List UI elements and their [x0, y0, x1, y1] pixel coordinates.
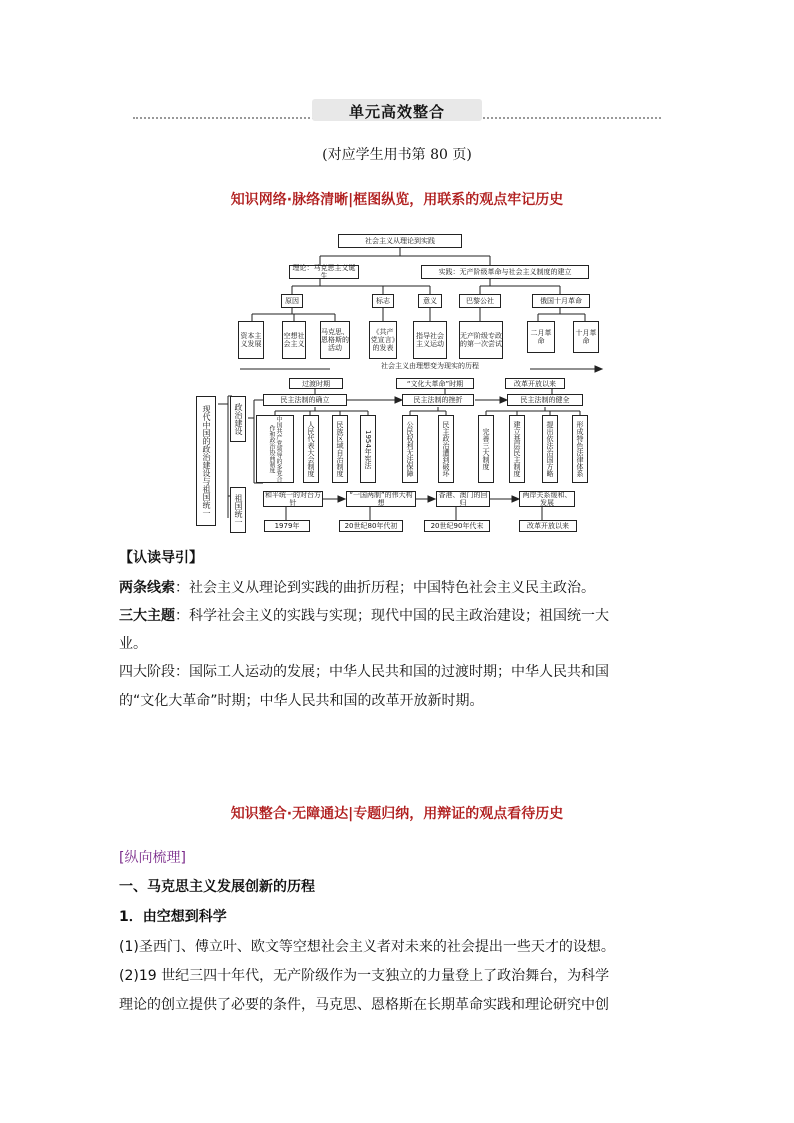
guide-line-1-label: 两条线索	[119, 580, 175, 596]
diagram-establish-2: 人民代表大会制度	[303, 415, 319, 483]
guide-line-2-cont: 业。	[119, 636, 147, 652]
diagram-reunify-1: 和平统一的对台方针	[265, 491, 321, 507]
diagram-october-1: 二月革命	[527, 321, 555, 353]
guide-line-1-text: ：社会主义从理论到实践的曲折历程；中国特色社会主义民主政治。	[175, 580, 595, 596]
diagram-stage-improve: 民主法制的健全	[507, 394, 583, 406]
vertical-paragraph-1: (1)圣西门、傅立叶、欧文等空想社会主义者对未来的社会提出一些天才的设想。	[119, 939, 615, 955]
diagram-setback-1: 公民权利无法保障	[402, 415, 418, 483]
guide-line-3-cont: 的“文化大革命”时期；中华人民共和国的改革开放新时期。	[119, 693, 484, 709]
diagram-cause-2: 空想社会主义	[282, 321, 306, 359]
diagram-period-2: “文化大革命”时期	[396, 378, 474, 389]
guide-line-3-text: ：国际工人运动的发展；中华人民共和国的过渡时期；中华人民共和国	[175, 664, 609, 680]
diagram-paris-item: 无产阶级专政的第一次尝试	[459, 321, 503, 359]
diagram-meaning-item: 指导社会主义运动	[413, 321, 447, 359]
diagram-sign-item: 《共产党宣言》的发表	[369, 321, 397, 359]
guide-line-1	[119, 573, 679, 603]
guide-title: 【认读导引】	[119, 550, 203, 566]
guide-line-2-text: ：科学社会主义的实践与实现；现代中国的民主政治建设；祖国统一大	[175, 608, 609, 624]
diagram-improve-3: 提出依法治国方略	[542, 415, 558, 483]
vertical-paragraph-2a: (2)19 世纪三四十年代，无产阶级作为一支独立的力量登上了政治舞台，为科学	[119, 968, 610, 984]
diagram-october-2: 十月革命	[573, 321, 599, 353]
diagram-cause-1: 资本主义发展	[238, 321, 264, 359]
diagram-meaning: 意义	[418, 294, 442, 308]
page-reference: (对应学生用书第 80 页)	[322, 147, 472, 163]
diagram-october: 俄国十月革命	[532, 294, 590, 308]
diagram-cause: 原因	[281, 294, 303, 308]
diagram-timeline-caption: 社会主义由理想变为现实的历程	[330, 361, 530, 371]
diagram-reunify-4: 两岸关系缓和、发展	[519, 491, 575, 507]
diagram-establish-3: 民族区域自治制度	[332, 415, 348, 483]
diagram-root: 社会主义从理论到实践	[338, 234, 462, 248]
guide-line-3-label: 四大阶段	[119, 664, 175, 680]
diagram-stage-establish: 民主法制的确立	[263, 394, 347, 406]
diagram-theory: 理论：马克思主义诞生	[289, 265, 359, 279]
diagram-year-2: 20世纪80年代初	[339, 520, 403, 532]
diagram-establish-1: 中国共产党领导的多党合作和政治协商制度	[256, 415, 294, 483]
banner-line-left	[133, 117, 318, 119]
vertical-tag: [纵向梳理]	[119, 850, 186, 866]
section-title-integration: 知识整合·无障通达|专题归纳，用辩证的观点看待历史	[230, 806, 564, 822]
vertical-paragraph-2b: 理论的创立提供了必要的条件，马克思、恩格斯在长期革命实践和理论研究中创	[119, 997, 609, 1013]
diagram-reunify: 祖国统一	[230, 487, 246, 533]
diagram-establish-4: 1954年宪法	[360, 415, 376, 483]
diagram-sign: 标志	[372, 294, 394, 308]
guide-line-2	[119, 601, 679, 631]
diagram-year-1: 1979年	[264, 520, 310, 532]
diagram-reunify-3: 香港、澳门的回归	[436, 491, 490, 507]
diagram-paris: 巴黎公社	[459, 294, 501, 308]
section-title-network: 知识网络·脉络清晰|框图纵览，用联系的观点牢记历史	[230, 192, 564, 208]
vertical-heading: 一、马克思主义发展创新的历程	[119, 879, 315, 895]
diagram-practice: 实践：无产阶级革命与社会主义制度的建立	[421, 265, 589, 279]
banner-title: 单元高效整合	[348, 103, 445, 121]
diagram-period-3: 改革开放以来	[505, 378, 565, 389]
diagram-left-title: 现代中国的政治建设与祖国统一	[196, 396, 216, 526]
diagram-setback-2: 民主政治遭到破坏	[438, 415, 454, 483]
diagram-year-3: 20世纪90年代末	[424, 520, 490, 532]
diagram-cause-3: 马克思、恩格斯的活动	[320, 321, 350, 359]
diagram-improve-4: 形成特色法律体系	[572, 415, 588, 483]
diagram-period-1: 过渡时期	[289, 378, 343, 389]
guide-line-2-label: 三大主题	[119, 608, 175, 624]
diagram-stage-setback: 民主法制的挫折	[402, 394, 474, 406]
diagram-improve-1: 完善三大制度	[478, 415, 494, 483]
diagram-politics: 政治建设	[230, 396, 246, 442]
diagram-year-4: 改革开放以来	[519, 520, 577, 532]
vertical-subheading: 1．由空想到科学	[119, 909, 227, 925]
diagram-reunify-2: “一国两制”的伟大构想	[346, 491, 416, 507]
diagram-improve-2: 建立基层民主制度	[509, 415, 525, 483]
guide-line-3	[119, 657, 679, 687]
banner-line-right	[476, 117, 661, 119]
